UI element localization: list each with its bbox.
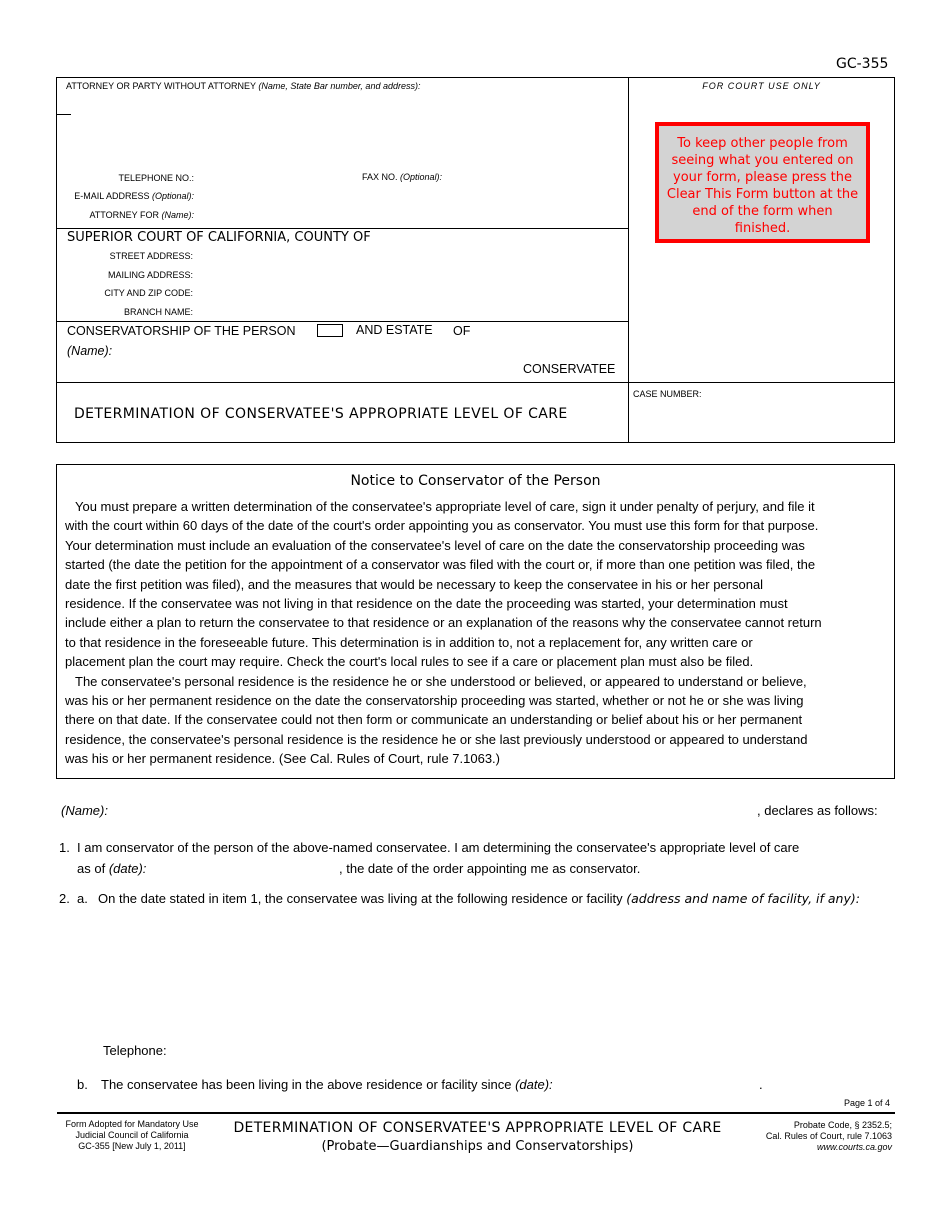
telephone-text-label: Telephone: — [103, 1043, 167, 1058]
residence-telephone-input[interactable] — [178, 1040, 428, 1058]
item1-text: I am conservator of the person of the above-named conservatee. I am determining the conservatee's appropriate level of care — [77, 840, 800, 855]
notice-line: was his or her permanent residence on the date the conservatorship proceeding was started, whether or not he or she was living — [65, 693, 804, 709]
notice-line: placement plan the court may require. Check the court's local rules to see if a care or placement plan must also be filed. — [65, 654, 754, 670]
notice-line: residence. If the conservatee was not living in that residence on the date the proceeding was started, your determination must — [65, 596, 788, 612]
item1-number: 1. — [59, 840, 70, 855]
court-title: SUPERIOR COURT OF CALIFORNIA, COUNTY OF — [67, 230, 371, 245]
footer-ref-line: Probate Code, § 2352.5; — [793, 1120, 892, 1130]
notice-line: Your determination must include an evaluation of the conservatee's level of care on the date the conservatorship proceeding was — [65, 537, 805, 553]
notice-line: The conservatee's personal residence is the residence he or she understood or believed, or appeared to understand or believe, — [75, 673, 807, 689]
declarant-name-label: (Name): — [61, 803, 108, 818]
caption-divider-1 — [56, 228, 629, 229]
declares-text: , declares as follows: — [757, 803, 878, 818]
footer-rule — [57, 1112, 895, 1114]
notice-line: with the court within 60 days of the date of the court's order appointing you as conservator. You must use this form for that purpose. — [65, 518, 819, 534]
conservatee-name-label: (Name): — [67, 344, 113, 358]
street-label: STREET ADDRESS: — [109, 251, 193, 261]
item1-as-of: as of (date): — [77, 861, 147, 876]
of-label: OF — [453, 324, 471, 338]
footer-adopted — [57, 1119, 207, 1152]
notice-title: Notice to Conservator of the Person — [350, 473, 601, 489]
item2b-date-input[interactable] — [590, 1074, 755, 1092]
item1-text-end: , the date of the order appointing me as conservator. — [339, 861, 641, 876]
footer-references — [740, 1120, 892, 1153]
court-use-label: FOR COURT USE ONLY — [702, 81, 821, 91]
notice-line: include either a plan to return the conservatee to that residence or an explanation of the reasons why the conservatee cannot return — [65, 615, 822, 631]
form-number: GC-355 — [836, 56, 889, 72]
fax-input[interactable] — [448, 170, 618, 184]
item2a-letter: a. — [77, 891, 88, 906]
telephone-input[interactable] — [198, 170, 348, 184]
notice-line: was his or her permanent residence. (See Cal. Rules of Court, rule 7.1063.) — [65, 751, 500, 767]
and-estate-checkbox[interactable] — [317, 324, 343, 337]
attorney-for-label: ATTORNEY FOR (Name): — [89, 210, 194, 220]
caption-divider-2 — [56, 321, 629, 322]
mailing-input[interactable] — [198, 268, 618, 282]
item2a-text: On the date stated in item 1, the conservatee was living at the following residence or facility (address and name of facility, if any): — [98, 891, 860, 906]
item2b-text: The conservatee has been living in the above residence or facility since (date): — [101, 1077, 553, 1092]
email-label: E-MAIL ADDRESS (Optional): — [74, 191, 194, 201]
city-input[interactable] — [198, 286, 618, 300]
branch-input[interactable] — [198, 305, 618, 319]
privacy-notice: To keep other people from seeing what you entered on your form, please press the Clear This Form button at the end of the form when finished. — [655, 122, 870, 243]
footer-subtitle: (Probate—Guardianships and Conservatorships) — [321, 1139, 634, 1154]
notice-body — [65, 497, 883, 769]
notice-line: residence, the conservatee's personal residence is the residence he or she last previously understood or appeared to understand — [65, 731, 808, 747]
attorney-input[interactable] — [62, 96, 622, 166]
city-label: CITY AND ZIP CODE: — [104, 288, 193, 298]
item2b-period: . — [759, 1077, 763, 1092]
notice-line: there on that date. If the conservatee could not then form or communicate an understanding or belief about his or her permanent — [65, 712, 803, 728]
notice-line: You must prepare a written determination of the conservatee's appropriate level of care, sign it under penalty of perjury, and file it — [75, 499, 815, 514]
footer-adopted-line: GC-355 [New July 1, 2011] — [78, 1141, 186, 1151]
fax-label: FAX NO. (Optional): — [362, 172, 443, 182]
notice-line: to that residence in the foreseeable future. This determination is in addition to, not a replacement for, any written care or — [65, 634, 753, 650]
caption-divider-3 — [56, 382, 895, 383]
conservatee-label: CONSERVATEE — [523, 362, 616, 376]
declarant-name-input[interactable] — [115, 800, 755, 818]
item2-number: 2. — [59, 891, 70, 906]
document-title: DETERMINATION OF CONSERVATEE'S APPROPRIATE LEVEL OF CARE — [74, 406, 568, 422]
conservatee-name-input[interactable] — [120, 342, 620, 358]
case-number-input[interactable] — [633, 404, 888, 434]
and-estate-label: AND ESTATE — [356, 323, 433, 337]
footer-ref-line: Cal. Rules of Court, rule 7.1063 — [765, 1131, 892, 1141]
residence-input[interactable] — [98, 912, 888, 1032]
item2b-letter: b. — [77, 1077, 88, 1092]
notice-line: date the first petition was filed), and the measures that would be necessary to keep the conservatee in his or her personal — [65, 576, 764, 592]
item1-date-input[interactable] — [155, 858, 335, 876]
footer-title: DETERMINATION OF CONSERVATEE'S APPROPRIATE LEVEL OF CARE — [233, 1120, 722, 1136]
attorney-for-input[interactable] — [198, 207, 618, 221]
footer-adopted-line: Form Adopted for Mandatory Use — [65, 1119, 199, 1129]
footer-adopted-line: Judicial Council of California — [75, 1130, 189, 1140]
street-input[interactable] — [198, 249, 618, 263]
mailing-label: MAILING ADDRESS: — [107, 270, 193, 280]
courts-website-link[interactable]: www.courts.ca.gov — [816, 1142, 892, 1152]
branch-label: BRANCH NAME: — [123, 307, 193, 317]
telephone-label: TELEPHONE NO.: — [118, 173, 194, 183]
notice-line: started (the date the petition for the appointment of a conservator was filed with the court or, if more than one petition was filed, the — [65, 557, 816, 573]
email-input[interactable] — [198, 189, 618, 203]
conservatorship-label: CONSERVATORSHIP OF THE PERSON — [67, 324, 296, 338]
county-input[interactable] — [400, 230, 620, 246]
page-number: Page 1 of 4 — [843, 1098, 890, 1108]
attorney-label: ATTORNEY OR PARTY WITHOUT ATTORNEY (Name, State Bar number, and address): — [66, 81, 421, 91]
case-number-label: CASE NUMBER: — [633, 389, 702, 399]
